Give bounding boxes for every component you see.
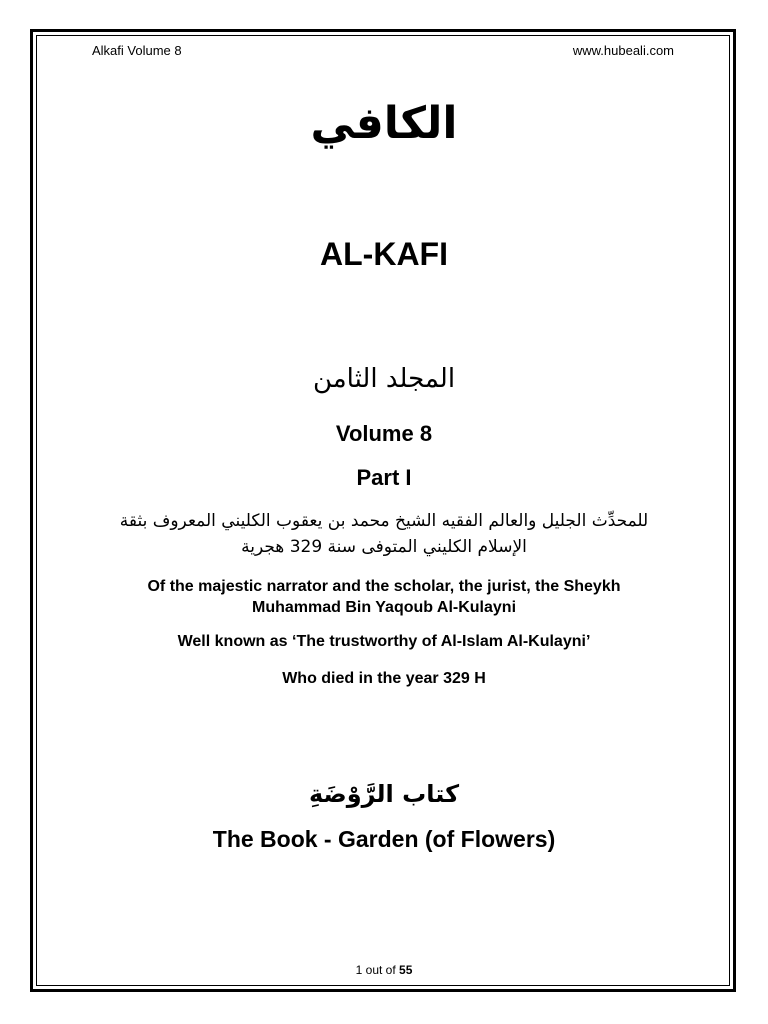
english-volume: Volume 8 [335, 421, 433, 446]
arabic-description-line-1: للمحدِّث الجليل والعالم الفقيه الشيخ محمد بن يعقوب الكليني المعروف بثقة [119, 511, 649, 531]
english-description-line-2: Muhammad Bin Yaqoub Al-Kulayni [251, 599, 517, 616]
page-total: 55 [399, 963, 413, 977]
english-description [60, 576, 708, 618]
header-website: www.hubeali.com [572, 43, 674, 58]
page-separator: out of [362, 963, 400, 977]
page-counter [60, 963, 708, 977]
header-document-title: Alkafi Volume 8 [92, 43, 182, 58]
part-label: Part I [356, 465, 412, 490]
died-text: Who died in the year 329 H [282, 670, 486, 687]
arabic-description-line-2: الإسلام الكليني المتوفى سنة 329 هجرية [241, 537, 527, 557]
english-book-title: The Book - Garden (of Flowers) [212, 826, 556, 852]
english-description-line-1: Of the majestic narrator and the scholar, the jurist, the Sheykh [147, 578, 621, 595]
english-title: AL-KAFI [320, 236, 448, 272]
arabic-volume: المجلد الثامن [312, 364, 456, 394]
arabic-title: الكافي [310, 98, 458, 149]
arabic-description [90, 508, 678, 560]
arabic-book-title: كتاب الرَّوْضَةِ [308, 780, 460, 808]
page-current: 1 [355, 963, 363, 977]
known-as-text: Well known as ‘The trustworthy of Al-Islam Al-Kulayni’ [177, 633, 591, 650]
